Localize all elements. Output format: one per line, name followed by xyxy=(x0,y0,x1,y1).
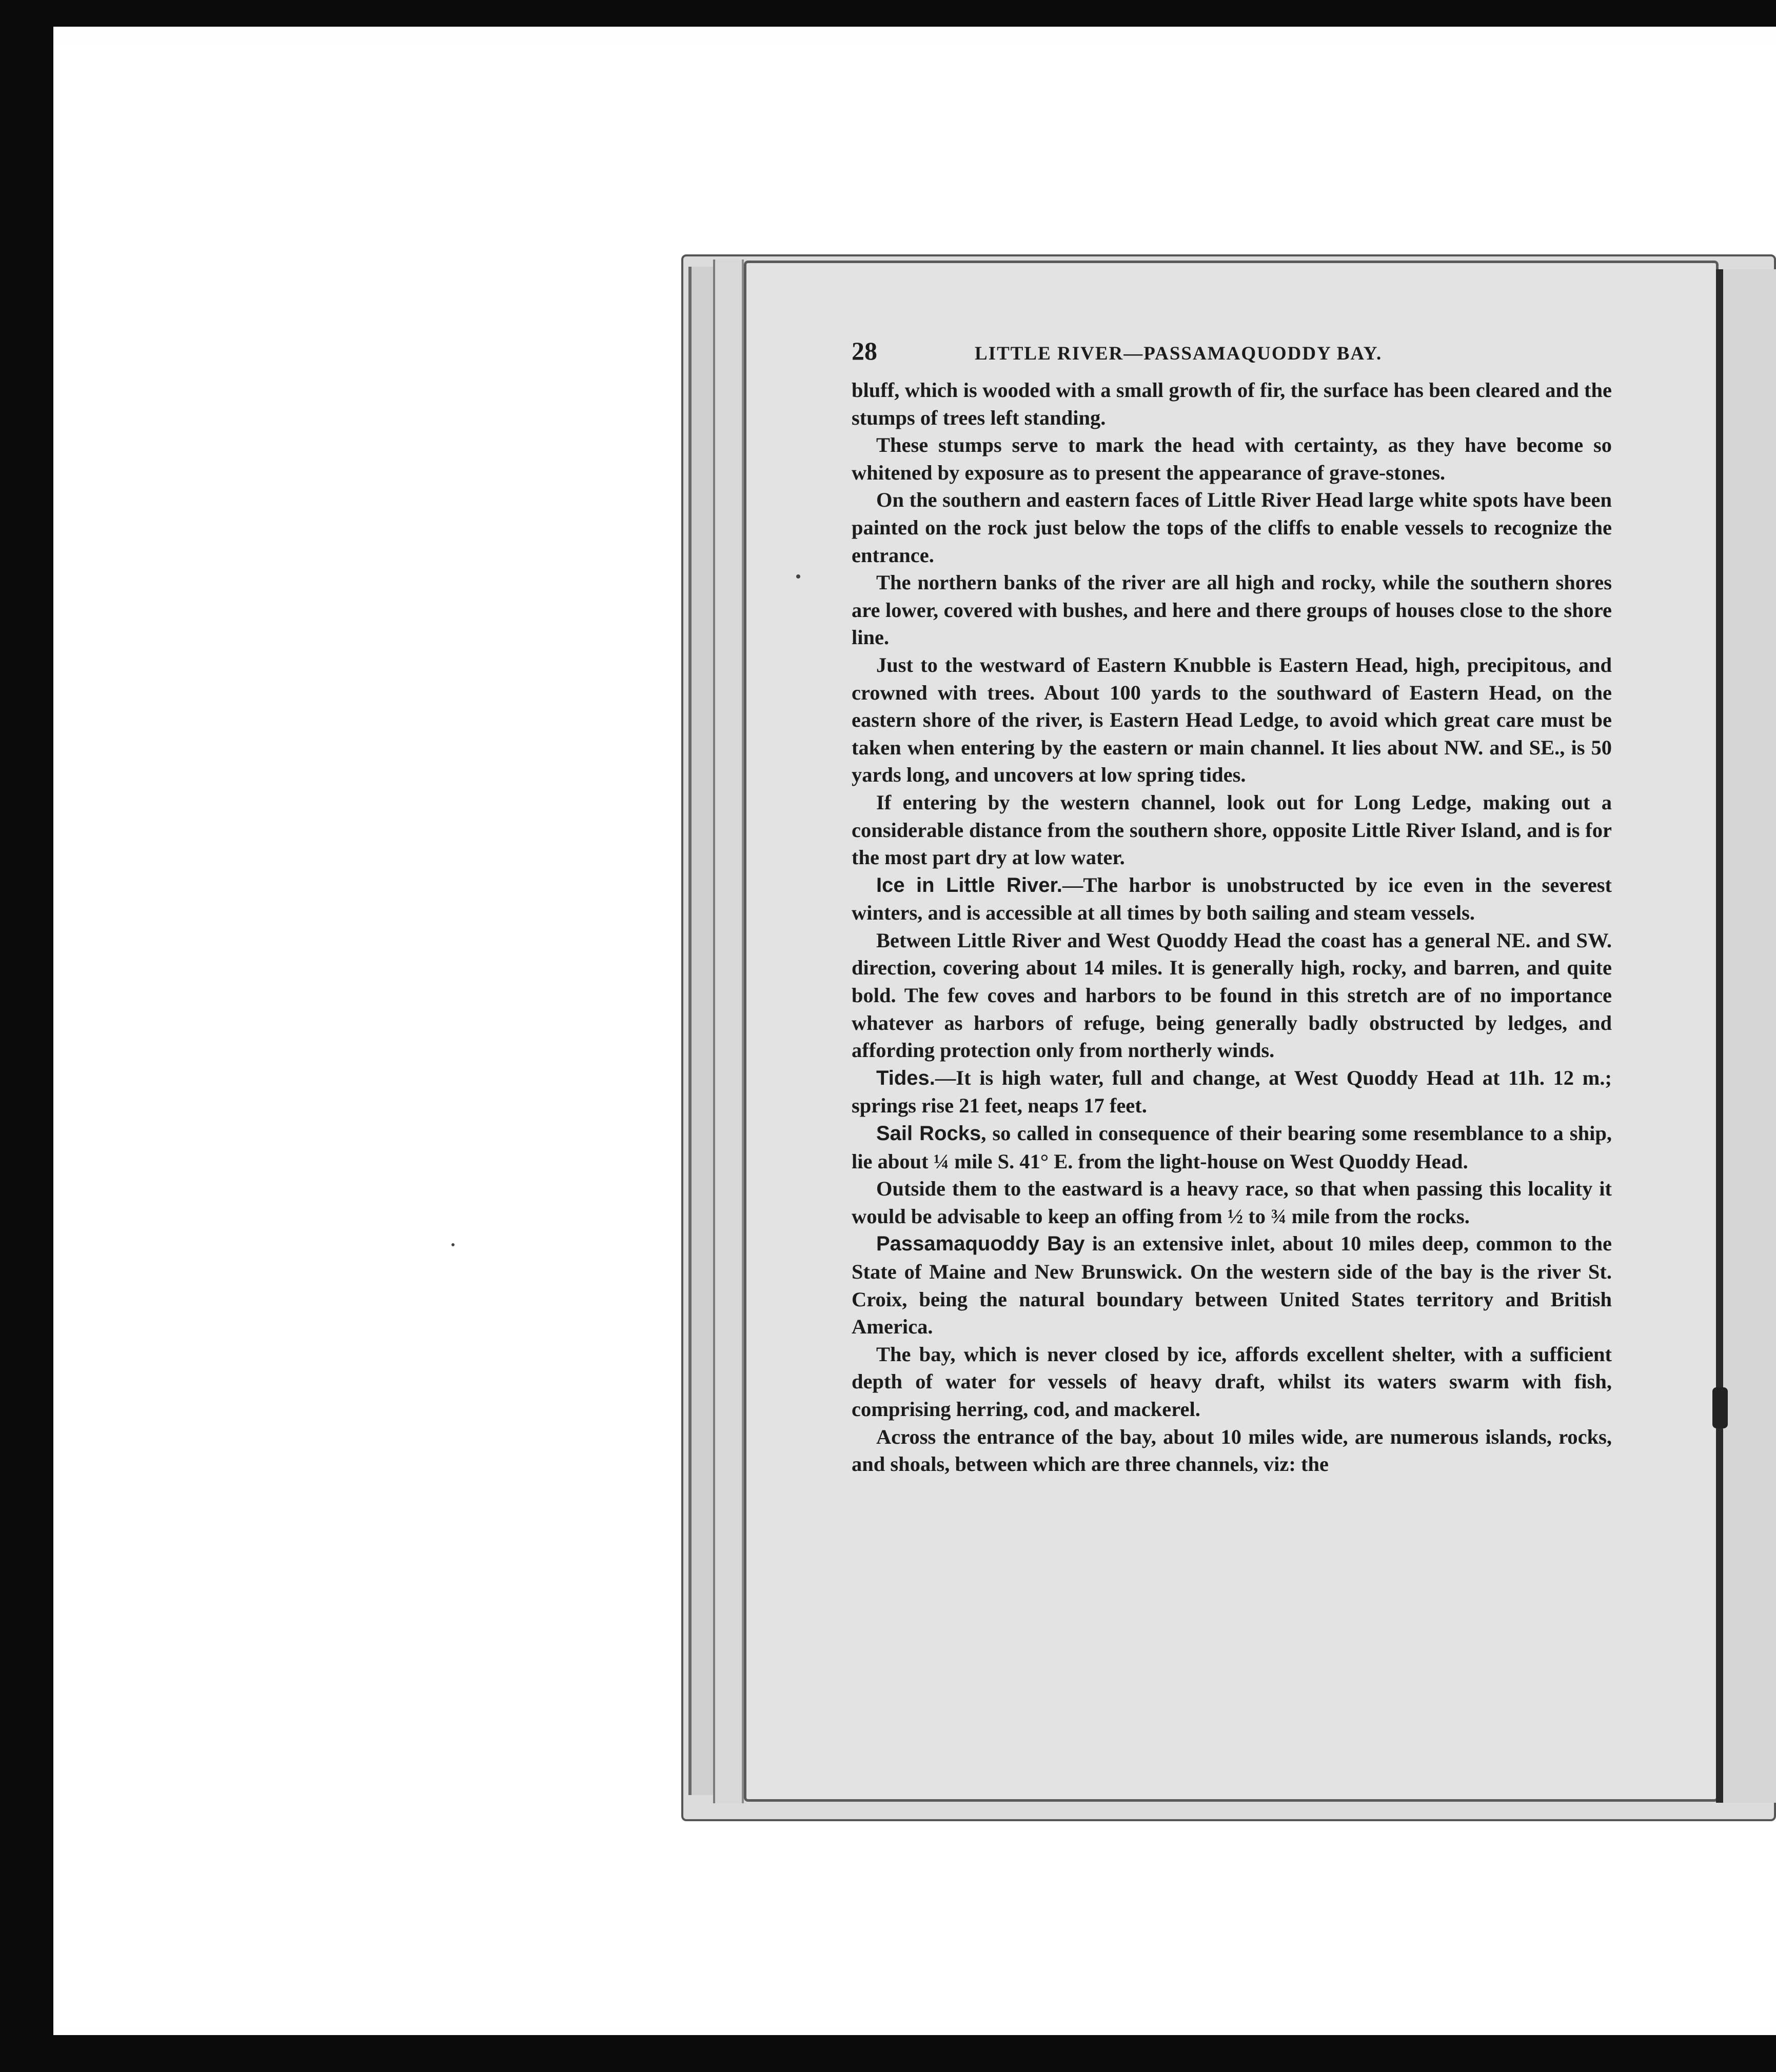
paragraph-text: Across the entrance of the bay, about 10 miles wide, are numerous islands, rocks, and shoals, between which are three channels, viz: the xyxy=(852,1425,1612,1476)
paragraph xyxy=(852,1175,1612,1230)
paragraph-text: Just to the westward of Eastern Knubble is Eastern Head, high, precipitous, and crowned with trees. About 100 yards to the southward of Eastern Head, on the eastern shore of the river, is Eastern Head Ledge, to avoid which great care must be taken when entering by the eastern or main channel. It lies about NW. and SE., is 50 yards long, and uncovers at low spring tides. xyxy=(852,653,1612,787)
paragraph-heading: Tides. xyxy=(876,1066,935,1089)
paragraph-heading: Ice in Little River. xyxy=(876,873,1062,896)
paragraph xyxy=(852,431,1612,486)
paragraph xyxy=(852,376,1612,431)
page-text xyxy=(852,337,1612,1478)
paragraph-heading: Sail Rocks xyxy=(876,1122,981,1145)
paragraph-ice-in-little-river xyxy=(852,871,1612,927)
paragraph-text: , so called in consequence of their bearing some resemblance to a ship, lie about ¼ mile S. 41° E. from the light-house on West Quoddy Head. xyxy=(852,1122,1612,1173)
paragraph-text: is an extensive inlet, about 10 miles deep, common to the State of Maine and New Brunswick. On the western side of the bay is the river St. Croix, being the natural boundary between United States territory and British America. xyxy=(852,1232,1612,1339)
paragraph-text: Outside them to the eastward is a heavy race, so that when passing this locality it would be advisable to keep an offing from ½ to ¾ mile from the rocks. xyxy=(852,1177,1612,1228)
paragraph-heading: Passamaquoddy Bay xyxy=(876,1232,1085,1256)
scanner-border-bottom xyxy=(0,2035,1776,2072)
paragraph-text: These stumps serve to mark the head with certainty, as they have become so whitened by exposure as to present the appearance of grave-stones. xyxy=(852,433,1612,484)
paragraph xyxy=(852,651,1612,789)
paragraph-text: bluff, which is wooded with a small growth of fir, the surface has been cleared and the stumps of trees left standing. xyxy=(852,378,1612,429)
paragraph xyxy=(852,569,1612,651)
speck xyxy=(451,1243,455,1246)
scanner-border-top xyxy=(0,0,1776,27)
paragraph-text: If entering by the western channel, look out for Long Ledge, making out a considerable distance from the southern shore, opposite Little River Island, and is for the most part dry at low water. xyxy=(852,790,1612,869)
paragraph-sail-rocks xyxy=(852,1120,1612,1175)
paragraph-text: —It is high water, full and change, at West Quoddy Head at 11h. 12 m.; springs rise 21 feet, neaps 17 feet. xyxy=(852,1066,1612,1118)
paragraph xyxy=(852,789,1612,871)
paragraph xyxy=(852,1341,1612,1423)
paragraph-tides xyxy=(852,1064,1612,1120)
paragraph-text: —The harbor is unobstructed by ice even in the severest winters, and is accessible at all times by both sailing and steam vessels. xyxy=(852,873,1612,925)
page-number: 28 xyxy=(852,336,877,365)
facing-page-edge xyxy=(1716,269,1776,1803)
scanner-border-left xyxy=(0,0,53,2072)
paragraph xyxy=(852,486,1612,569)
paragraph-passamaquoddy-bay xyxy=(852,1230,1612,1340)
speck xyxy=(796,574,800,579)
binding-mark xyxy=(1712,1387,1728,1428)
page-stack-edge-inner xyxy=(713,260,744,1803)
paragraph-text: The bay, which is never closed by ice, affords excellent shelter, with a sufficient depth of water for vessels of heavy draft, whilst its waters swarm with fish, comprising herring, cod, and mackerel. xyxy=(852,1342,1612,1421)
paragraph-text: Between Little River and West Quoddy Head the coast has a general NE. and SW. direction, covering about 14 miles. It is generally high, rocky, and barren, and quite bold. The few coves and harbors to be found in this stretch are of no importance whatever as harbors of refuge, being generally badly obstructed by ledges, and affording protection only from northerly winds. xyxy=(852,928,1612,1062)
paragraph xyxy=(852,927,1612,1064)
paragraph-text: On the southern and eastern faces of Little River Head large white spots have been painted on the rock just below the tops of the cliffs to enable vessels to recognize the entrance. xyxy=(852,488,1612,567)
running-head-title: LITTLE RIVER—PASSAMAQUODDY BAY. xyxy=(975,343,1383,364)
paragraph-text: The northern banks of the river are all high and rocky, while the southern shores are lower, covered with bushes, and here and there groups of houses close to the shore line. xyxy=(852,571,1612,649)
running-head xyxy=(852,337,1612,376)
paragraph xyxy=(852,1423,1612,1478)
